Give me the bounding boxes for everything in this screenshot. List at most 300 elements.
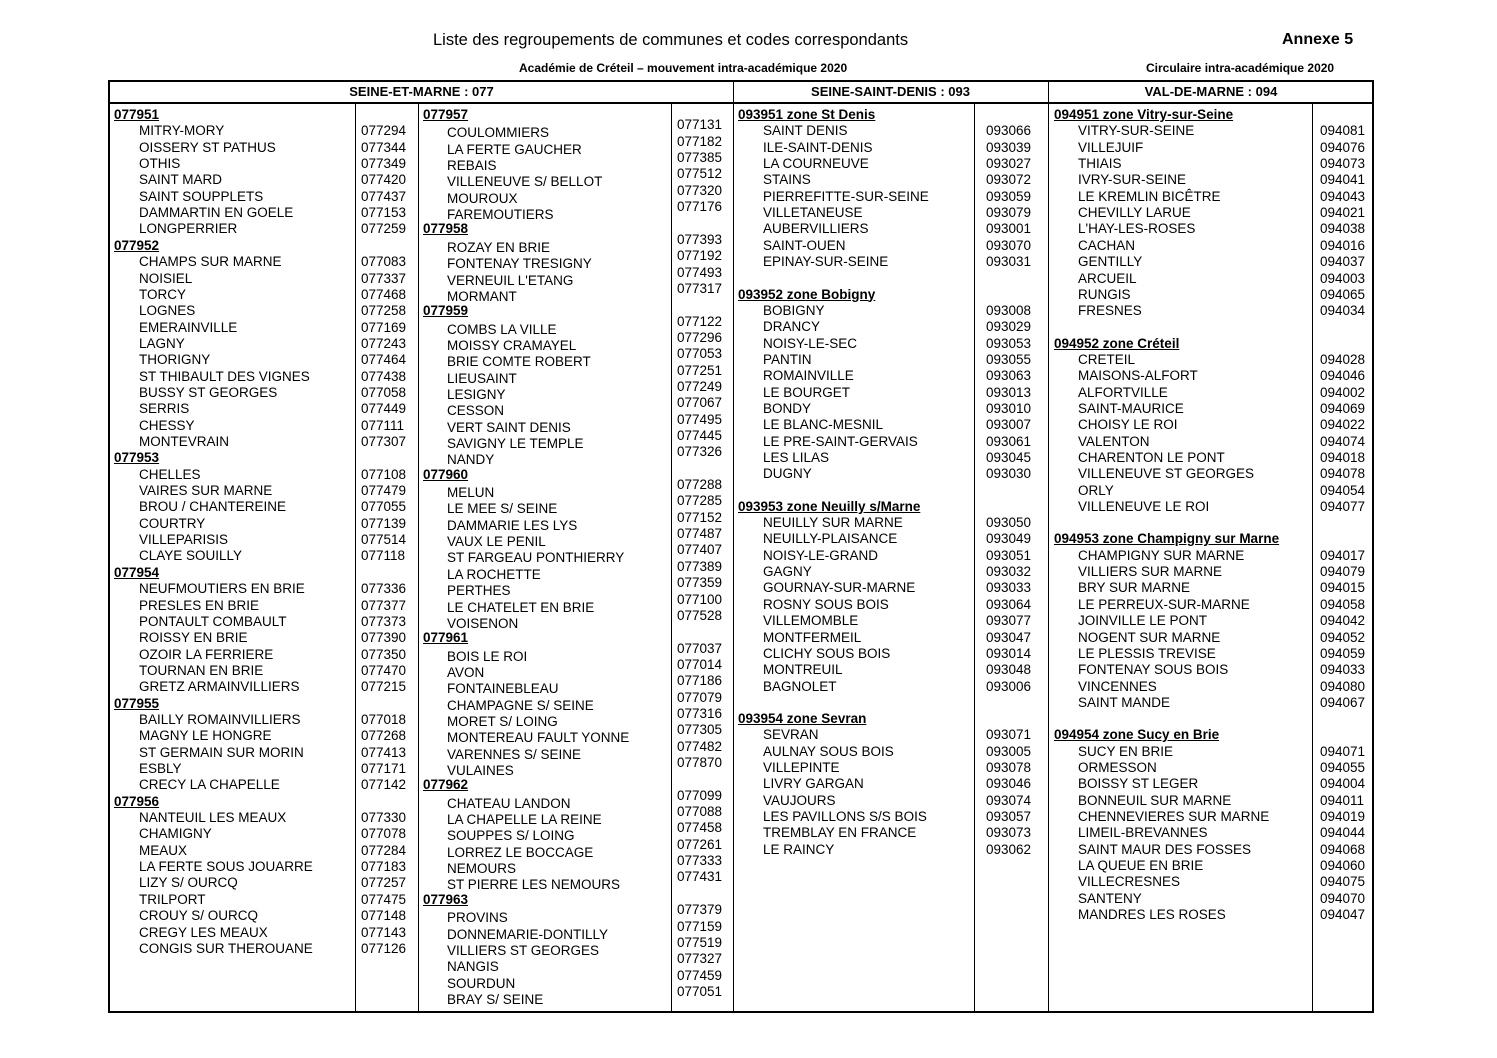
commune-name: CHAMPAGNE S/ SEINE <box>447 697 594 713</box>
commune-name: CHAMIGNY <box>139 826 212 842</box>
commune-code: 077018 <box>361 711 407 727</box>
commune-name: SERRIS <box>139 401 190 417</box>
commune-code: 094075 <box>1320 874 1366 890</box>
commune-code: 093030 <box>986 466 1032 482</box>
commune-name: CROUY S/ OURCQ <box>139 908 259 924</box>
commune-name: MOUROUX <box>447 190 518 206</box>
commune-name: GAGNY <box>763 564 812 580</box>
commune-name: VILLENEUVE ST GEORGES <box>1078 466 1255 482</box>
commune-name: LIVRY GARGAN <box>763 776 864 792</box>
commune-name: CHEVILLY LARUE <box>1078 205 1191 221</box>
commune-code: 077316 <box>677 705 723 721</box>
group-code-heading: 077960 <box>423 466 469 482</box>
commune-code: 093053 <box>986 335 1032 351</box>
commune-name: VITRY-SUR-SEINE <box>1078 123 1195 139</box>
commune-name: MEAUX <box>139 842 188 858</box>
commune-code: 094046 <box>1320 368 1366 384</box>
commune-code: 077307 <box>361 434 407 449</box>
commune-name: LE KREMLIN BICÊTRE <box>1078 188 1221 204</box>
commune-code: 077100 <box>677 591 723 607</box>
commune-name: MONTEVRAIN <box>139 434 230 449</box>
commune-name: NEUILLY SUR MARNE <box>763 515 903 531</box>
commune-code: 077169 <box>361 319 407 335</box>
commune-code: 077139 <box>361 515 407 531</box>
commune-name: BRY SUR MARNE <box>1078 580 1191 596</box>
commune-code: 077326 <box>677 444 723 460</box>
group-code-heading: 077961 <box>423 630 469 646</box>
commune-name: EMERAINVILLE <box>139 319 238 335</box>
commune-name: CHATEAU LANDON <box>447 795 571 811</box>
annexe-label: Annexe 5 <box>1282 31 1354 48</box>
commune-code: 093059 <box>986 188 1032 204</box>
commune-name: LES PAVILLONS S/S BOIS <box>763 809 927 824</box>
commune-name: COMBS LA VILLE <box>447 321 557 337</box>
subtitle-academy: Académie de Créteil – mouvement intra-académique 2020 <box>519 61 848 75</box>
commune-name: BROU / CHANTEREINE <box>139 499 287 515</box>
commune-name: CLAYE SOUILLY <box>139 548 243 564</box>
commune-name: MONTFERMEIL <box>763 629 862 645</box>
column-divider <box>1312 104 1313 1011</box>
commune-name: PANTIN <box>763 351 812 367</box>
commune-name: MORET S/ LOING <box>447 713 558 729</box>
commune-code: 093077 <box>986 613 1032 629</box>
group-code-heading: 093952 zone Bobigny <box>738 286 876 302</box>
commune-name: VILLEPARISIS <box>139 532 229 548</box>
commune-code: 077249 <box>677 378 723 394</box>
commune-code: 094003 <box>1320 270 1366 286</box>
commune-code: 077470 <box>361 662 407 678</box>
commune-code: 077359 <box>677 575 723 591</box>
commune-code: 077390 <box>361 630 407 646</box>
commune-name: ST FARGEAU PONTHIERRY <box>447 550 625 566</box>
commune-code: 094037 <box>1320 254 1366 270</box>
commune-code: 077099 <box>677 787 723 803</box>
commune-code: 094054 <box>1320 482 1366 498</box>
commune-code: 077058 <box>361 384 407 400</box>
group-code-heading: 077953 <box>114 450 160 466</box>
commune-name: SAINT MARD <box>139 172 223 188</box>
commune-code: 077053 <box>677 346 723 362</box>
commune-name: DUGNY <box>763 466 812 482</box>
commune-code: 077192 <box>677 248 723 264</box>
commune-name: CONGIS SUR THEROUANE <box>139 940 313 956</box>
commune-code: 094068 <box>1320 841 1366 857</box>
commune-code: 077153 <box>361 205 407 221</box>
commune-name: L'HAY-LES-ROSES <box>1078 221 1196 237</box>
commune-code: 094047 <box>1320 907 1366 923</box>
commune-name: CRECY LA CHAPELLE <box>139 777 280 793</box>
commune-name: VERT SAINT DENIS <box>447 419 571 435</box>
commune-name: NANGIS <box>447 959 499 975</box>
commune-code: 094044 <box>1320 825 1366 841</box>
commune-name: SAINT-MAURICE <box>1078 400 1184 416</box>
commune-name: GRETZ ARMAINVILLIERS <box>139 679 300 695</box>
group-code-heading: 093953 zone Neuilly s/Marne <box>738 498 921 514</box>
commune-name: TOURNAN EN BRIE <box>139 662 264 678</box>
commune-name: SOURDUN <box>447 975 516 991</box>
commune-code: 093055 <box>986 351 1032 367</box>
commune-code: 077330 <box>361 810 407 826</box>
commune-code: 093049 <box>986 531 1032 547</box>
commune-name: ST PIERRE LES NEMOURS <box>447 877 621 893</box>
commune-code: 077014 <box>677 656 723 672</box>
commune-name: MORMANT <box>447 288 517 304</box>
commune-name: NEUILLY-PLAISANCE <box>763 531 898 547</box>
commune-code: 077142 <box>361 777 407 793</box>
commune-name: CACHAN <box>1078 237 1136 253</box>
commune-code: 094071 <box>1320 743 1366 759</box>
commune-code: 077215 <box>361 679 407 695</box>
commune-name: VILLEPINTE <box>763 759 840 775</box>
commune-name: COULOMMIERS <box>447 125 550 141</box>
commune-code: 077514 <box>361 532 407 548</box>
commune-code: 077182 <box>677 133 723 149</box>
commune-code: 077078 <box>361 826 407 842</box>
communes-table <box>108 80 1374 1013</box>
commune-code: 093033 <box>986 580 1032 596</box>
commune-name: SAINT-OUEN <box>763 237 846 253</box>
commune-code: 077079 <box>677 689 723 705</box>
commune-code: 077171 <box>361 761 407 776</box>
commune-name: ALFORTVILLE <box>1078 384 1168 400</box>
commune-code: 094055 <box>1320 759 1366 775</box>
commune-name: ROMAINVILLE <box>763 368 854 384</box>
group-code-heading: 077951 <box>114 107 160 122</box>
commune-name: AUBERVILLIERS <box>763 221 869 237</box>
commune-code: 094077 <box>1320 499 1366 515</box>
commune-code: 077257 <box>361 875 407 891</box>
commune-name: PIERREFITTE-SUR-SEINE <box>763 188 929 204</box>
commune-code: 077051 <box>677 983 723 999</box>
commune-name: BAILLY ROMAINVILLIERS <box>139 711 301 727</box>
commune-code: 077445 <box>677 428 723 443</box>
commune-name: VILLETANEUSE <box>763 205 863 221</box>
commune-name: PONTAULT COMBAULT <box>139 613 287 629</box>
commune-code: 077285 <box>677 493 723 509</box>
commune-code: 094067 <box>1320 694 1366 710</box>
commune-code: 093007 <box>986 417 1032 433</box>
commune-name: FONTENAY SOUS BOIS <box>1078 662 1229 678</box>
commune-name: SOUPPES S/ LOING <box>447 828 575 844</box>
commune-code: 077528 <box>677 607 723 623</box>
commune-name: FRESNES <box>1078 303 1142 319</box>
commune-code: 077159 <box>677 918 723 934</box>
column-divider <box>671 104 672 1011</box>
commune-name: NOGENT SUR MARNE <box>1078 629 1221 645</box>
commune-code: 077870 <box>677 755 723 770</box>
commune-name: JOINVILLE LE PONT <box>1078 613 1208 629</box>
commune-code: 077468 <box>361 286 407 302</box>
commune-name: BOIS LE ROI <box>447 648 528 664</box>
commune-code: 094081 <box>1320 123 1366 139</box>
commune-code: 077088 <box>677 804 723 820</box>
commune-code: 094079 <box>1320 564 1366 580</box>
commune-name: DRANCY <box>763 319 821 335</box>
commune-name: PROVINS <box>447 910 508 926</box>
commune-code: 093061 <box>986 433 1032 449</box>
commune-name: TRILPORT <box>139 891 206 907</box>
commune-code: 093050 <box>986 515 1032 531</box>
commune-name: LAGNY <box>139 335 185 351</box>
commune-code: 093014 <box>986 645 1032 661</box>
commune-code: 077407 <box>677 542 723 558</box>
commune-name: BUSSY ST GEORGES <box>139 384 278 400</box>
commune-code: 077284 <box>361 842 407 858</box>
commune-code: 077458 <box>677 820 723 836</box>
commune-code: 094004 <box>1320 776 1366 792</box>
commune-code: 077482 <box>677 738 723 754</box>
commune-code: 077349 <box>361 156 407 172</box>
commune-code: 093045 <box>986 450 1032 465</box>
group-code-heading: 093954 zone Sevran <box>738 710 867 726</box>
commune-code: 077449 <box>361 401 407 417</box>
commune-name: NOISY-LE-GRAND <box>763 547 879 563</box>
commune-code: 077176 <box>677 199 723 215</box>
commune-code: 094016 <box>1320 237 1366 253</box>
commune-name: ST THIBAULT DES VIGNES <box>139 368 310 384</box>
commune-name: BAGNOLET <box>763 678 837 694</box>
commune-name: FONTAINEBLEAU <box>447 681 559 697</box>
commune-name: PERTHES <box>447 583 511 599</box>
commune-code: 094038 <box>1320 221 1366 237</box>
commune-code: 093008 <box>986 302 1032 318</box>
commune-name: ORLY <box>1078 482 1114 498</box>
commune-name: IVRY-SUR-SEINE <box>1078 172 1187 188</box>
commune-name: REBAIS <box>447 158 497 174</box>
commune-name: CRETEIL <box>1078 351 1136 367</box>
commune-name: OZOIR LA FERRIERE <box>139 646 274 662</box>
commune-name: MAGNY LE HONGRE <box>139 728 272 744</box>
commune-name: MITRY-MORY <box>139 123 225 139</box>
commune-name: LIMEIL-BREVANNES <box>1078 825 1208 841</box>
commune-name: OISSERY ST PATHUS <box>139 139 276 155</box>
commune-name: MONTREUIL <box>763 662 843 678</box>
commune-name: LONGPERRIER <box>139 221 238 237</box>
commune-name: SAINT MAUR DES FOSSES <box>1078 841 1252 857</box>
commune-code: 093066 <box>986 123 1032 139</box>
commune-code: 077336 <box>361 581 407 597</box>
commune-code: 093031 <box>986 254 1032 270</box>
commune-name: LA FERTE SOUS JOUARRE <box>139 859 313 875</box>
commune-code: 077251 <box>677 362 723 378</box>
commune-code: 094076 <box>1320 139 1366 155</box>
commune-code: 077148 <box>361 908 407 924</box>
commune-name: SANTENY <box>1078 890 1142 906</box>
commune-name: CLICHY SOUS BOIS <box>763 645 891 661</box>
commune-code: 077083 <box>361 254 407 270</box>
commune-code: 094042 <box>1320 613 1366 629</box>
commune-code: 094028 <box>1320 351 1366 367</box>
commune-code: 094070 <box>1320 890 1366 906</box>
commune-code: 094022 <box>1320 417 1366 433</box>
commune-code: 077111 <box>361 417 405 433</box>
group-code-heading: 077956 <box>114 793 160 809</box>
commune-code: 077333 <box>677 853 723 869</box>
commune-code: 077268 <box>361 728 407 744</box>
commune-name: LA CHAPELLE LA REINE <box>447 812 602 828</box>
commune-code: 077152 <box>677 509 723 525</box>
commune-code: 093048 <box>986 662 1032 678</box>
commune-code: 094080 <box>1320 678 1366 694</box>
commune-code: 094017 <box>1320 547 1366 563</box>
commune-code: 093074 <box>986 792 1032 808</box>
dept-header-seine-saint-denis: SEINE-SAINT-DENIS : 093 <box>733 82 1048 104</box>
commune-name: GENTILLY <box>1078 254 1143 270</box>
commune-code: 093063 <box>986 368 1032 384</box>
commune-name: LA QUEUE EN BRIE <box>1078 858 1204 874</box>
commune-name: ROISSY EN BRIE <box>139 630 248 646</box>
commune-name: CHELLES <box>139 466 201 482</box>
commune-code: 077479 <box>361 483 407 499</box>
commune-code: 094069 <box>1320 400 1366 416</box>
commune-code: 093064 <box>986 596 1032 612</box>
commune-name: MONTEREAU FAULT YONNE <box>447 730 630 746</box>
commune-code: 077475 <box>361 891 407 907</box>
dept-header-val-de-marne: VAL-DE-MARNE : 094 <box>1048 82 1374 104</box>
group-code-heading: 077955 <box>114 695 160 711</box>
commune-code: 077512 <box>677 166 723 182</box>
commune-name: VILLENEUVE S/ BELLOT <box>447 174 603 190</box>
commune-name: LORREZ LE BOCCAGE <box>447 844 594 860</box>
commune-name: EPINAY-SUR-SEINE <box>763 254 889 270</box>
commune-code: 077067 <box>677 395 723 411</box>
commune-name: LE MEE S/ SEINE <box>447 501 558 517</box>
commune-code: 093013 <box>986 384 1032 400</box>
commune-name: CHENNEVIERES SUR MARNE <box>1078 809 1270 824</box>
commune-code: 077420 <box>361 172 407 188</box>
commune-code: 094034 <box>1320 303 1366 319</box>
commune-code: 093072 <box>986 172 1032 188</box>
dept-header-seine-et-marne: SEINE-ET-MARNE : 077 <box>110 82 733 104</box>
group-code-heading: 093951 zone St Denis <box>738 107 876 122</box>
commune-code: 094019 <box>1320 809 1366 824</box>
commune-name: NEUFMOUTIERS EN BRIE <box>139 581 305 597</box>
commune-name: LE PLESSIS TREVISE <box>1078 645 1216 661</box>
commune-name: FONTENAY TRESIGNY <box>447 256 592 272</box>
commune-name: ILE-SAINT-DENIS <box>763 139 873 155</box>
commune-name: VAUX LE PENIL <box>447 534 546 550</box>
commune-code: 077259 <box>361 221 407 237</box>
commune-code: 077344 <box>361 139 407 155</box>
commune-name: CHESSY <box>139 417 195 433</box>
commune-code: 077379 <box>677 902 723 918</box>
commune-name: BRIE COMTE ROBERT <box>447 354 591 370</box>
commune-name: SAVIGNY LE TEMPLE <box>447 436 584 451</box>
commune-code: 077487 <box>677 526 723 542</box>
commune-code: 077243 <box>361 335 407 351</box>
commune-code: 077317 <box>677 280 723 296</box>
commune-code: 077305 <box>677 722 723 738</box>
commune-name: NANDY <box>447 452 495 468</box>
commune-name: VALENTON <box>1078 433 1150 449</box>
commune-name: LE BOURGET <box>763 384 851 400</box>
commune-code: 093071 <box>986 727 1032 743</box>
commune-code: 077261 <box>677 836 723 852</box>
subtitle-circular: Circulaire intra-académique 2020 <box>1146 61 1335 75</box>
commune-code: 093047 <box>986 629 1032 645</box>
commune-name: DONNEMARIE-DONTILLY <box>447 926 609 942</box>
commune-name: LE RAINCY <box>763 841 835 857</box>
commune-code: 077459 <box>677 967 723 983</box>
commune-code: 077288 <box>677 477 723 493</box>
commune-name: NOISY-LE-SEC <box>763 335 858 351</box>
commune-code: 077122 <box>677 313 723 329</box>
department-divider <box>733 82 734 1011</box>
commune-code: 094065 <box>1320 286 1366 302</box>
commune-name: CHOISY LE ROI <box>1078 417 1178 433</box>
commune-name: GOURNAY-SUR-MARNE <box>763 580 916 596</box>
commune-name: LE CHATELET EN BRIE <box>447 599 595 615</box>
group-code-heading: 094952 zone Créteil <box>1054 335 1180 351</box>
commune-code: 077385 <box>677 150 723 166</box>
commune-name: SEVRAN <box>763 727 819 743</box>
commune-name: CREGY LES MEAUX <box>139 924 268 940</box>
commune-name: ORMESSON <box>1078 759 1157 775</box>
commune-code: 094002 <box>1320 384 1366 400</box>
commune-code: 077438 <box>361 368 407 384</box>
commune-code: 093027 <box>986 156 1032 172</box>
commune-code: 077258 <box>361 303 407 319</box>
commune-name: LA COURNEUVE <box>763 156 869 172</box>
commune-code: 077118 <box>361 548 406 564</box>
commune-code: 077320 <box>677 182 723 198</box>
commune-code: 094043 <box>1320 188 1366 204</box>
commune-code: 093010 <box>986 400 1032 416</box>
commune-name: VILLEJUIF <box>1078 139 1144 155</box>
commune-name: ESBLY <box>139 761 182 776</box>
commune-code: 077183 <box>361 859 407 875</box>
commune-code: 077108 <box>361 466 407 482</box>
commune-code: 093006 <box>986 678 1032 694</box>
commune-name: CESSON <box>447 403 505 419</box>
commune-code: 093062 <box>986 841 1032 857</box>
commune-name: VILLEMOMBLE <box>763 613 859 629</box>
commune-name: SAINT SOUPPLETS <box>139 188 264 204</box>
commune-code: 077431 <box>677 869 723 885</box>
commune-code: 094011 <box>1320 792 1365 808</box>
commune-code: 093070 <box>986 237 1032 253</box>
commune-name: AULNAY SOUS BOIS <box>763 743 894 759</box>
commune-name: FAREMOUTIERS <box>447 207 554 223</box>
commune-code: 094015 <box>1320 580 1366 596</box>
commune-name: VAUJOURS <box>763 792 836 808</box>
commune-code: 093005 <box>986 743 1032 759</box>
commune-name: VAIRES SUR MARNE <box>139 483 273 499</box>
commune-name: LIZY S/ OURCQ <box>139 875 238 891</box>
commune-code: 094073 <box>1320 156 1366 172</box>
commune-name: LIEUSAINT <box>447 370 517 386</box>
commune-code: 094021 <box>1320 205 1366 221</box>
commune-code: 077389 <box>677 558 723 574</box>
commune-code: 077373 <box>361 613 407 629</box>
commune-code: 093039 <box>986 139 1032 155</box>
commune-code: 094074 <box>1320 433 1366 449</box>
commune-name: NOISIEL <box>139 270 193 286</box>
commune-name: RUNGIS <box>1078 286 1131 302</box>
commune-name: TORCY <box>139 286 187 302</box>
column-divider <box>418 104 419 1011</box>
commune-name: THORIGNY <box>139 352 211 368</box>
commune-code: 094058 <box>1320 596 1366 612</box>
commune-code: 093051 <box>986 547 1032 563</box>
group-code-heading: 077952 <box>114 237 160 253</box>
commune-code: 077294 <box>361 123 407 139</box>
column-divider <box>355 104 356 1011</box>
commune-code: 094052 <box>1320 629 1366 645</box>
commune-name: SAINT MANDE <box>1078 694 1171 710</box>
group-code-heading: 094953 zone Champigny sur Marne <box>1054 531 1280 547</box>
commune-name: OTHIS <box>139 156 181 172</box>
